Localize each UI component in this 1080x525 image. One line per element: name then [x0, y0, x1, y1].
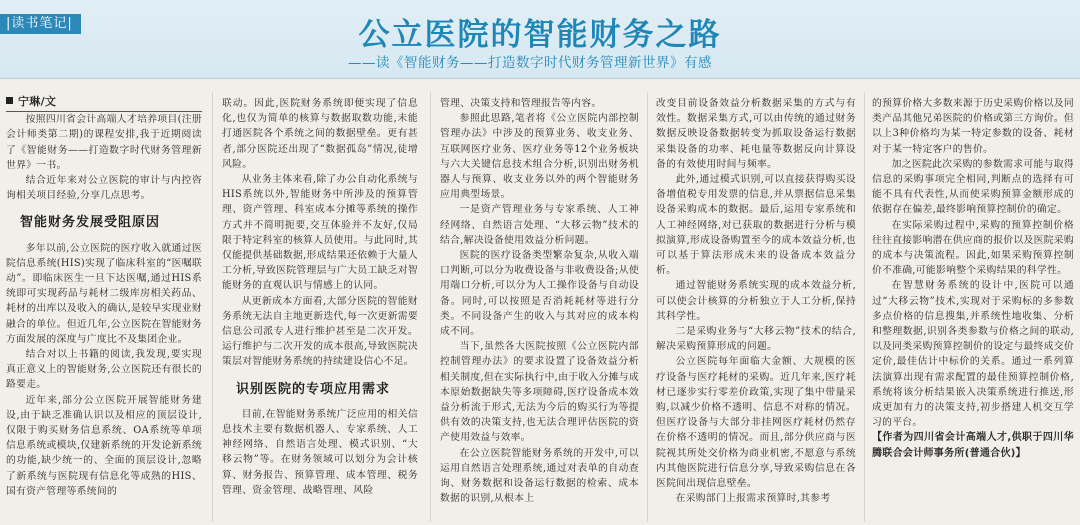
paragraph: 当下,虽然各大医院按照《公立医院内部控制管理办法》的要求设置了设备效益分析相关制度,但在实际执行中,由于收入分摊与成本原始数据缺失等多项障碍,医疗设备成本效益分析流于形式,无法为今后的购买行为等提供有效的决策支持,也无法合理评估医院的资产使用效益与效率。 [440, 341, 639, 444]
paragraph: 在采购部门上报需求预算时,其参考 [675, 493, 831, 505]
article-subtitle: ——读《智能财务——打造数字时代财务管理新世界》有感 [348, 55, 712, 71]
byline: 宁琳/文 [6, 94, 202, 112]
paragraph: 二是采购业务与“大移云物”技术的结合,解决采购预算形成的问题。 [656, 326, 856, 353]
text-column-2 [222, 96, 418, 524]
paragraph: 在智慧财务系统的设计中,医院可以通过“大移云物”技术,实现对于采购标的多参数多点价格的信息搜集,并系统性地收集、分析和整理数据,识别各类参数与价格之间的联动,以及同类采购预算控制价的设定与最终成交价定价,最佳估计中标价的关系。通过一系列算法演算出现有需求配置的最佳预算控制价格,系统将该分析结果嵌入决策系统进行推送,形成更加有力的决策支持,初步搭建人机交互学习的平台。 [872, 280, 1074, 429]
paragraph: 此外,通过模式识别,可以直接获得购买设备增值税专用发票的信息,并从票据信息采集设备采购成本的数据。最后,运用专家系统和人工神经网络,对已获取的数据进行分析与模拟演算,形成设备购置至今的成本效益分析,也可以基于算法形成未来的设备成本效益分析。 [656, 174, 856, 277]
square-bullet-icon [6, 97, 13, 104]
section-heading: 识别医院的专项应用需求 [236, 381, 391, 397]
paragraph: 在实际采购过程中,采购的预算控制价格往往直接影响潜在供应商的报价以及医院采购的成本与决策流程。因此,如果采购预算控制价不准确,可能影响整个采购结果的科学性。 [872, 219, 1074, 277]
paragraph: 按照四川省会计高端人才培养项目(注册会计师类第二期)的课程安排,我于近期阅读了《智能财务——打造数字时代财务管理新世界》一书。 [6, 114, 202, 171]
article-title: 公立医院的智能财务之路 [358, 17, 722, 53]
paragraph: 公立医院每年面临大金额、大规模的医疗设备与医疗耗材的采购。近几年来,医疗耗材已逐步实行零差价政策,实现了集中带量采购,以减少价格不透明、信息不对称的情况。但医疗设备与大部分非挂网医疗耗材仍然存在价格不透明的情况。而且,部分供应商与医院视其所处交价格为商业机密,不愿意与系统内其他医院进行信息分享,导致采购信息在各医院间出现信息壁垒。 [656, 356, 856, 490]
text-column-5 [872, 96, 1074, 524]
paragraph: 医院的医疗设备类型繁杂复杂,从收入端口判断,可以分为收费设备与非收费设备;从使用端口分析,可以分为人工操作设备与自动设备。同时,可以按照是否消耗耗材等进行分类。不同设备产生的收入与其对应的成本构成不同。 [440, 250, 639, 338]
paragraph: 多年以前,公立医院的医疗收入就通过医院信息系统(HIS)实现了临床科室的“医嘱联动”。即临床医生一旦下达医嘱,通过HIS系统即可实现药品与耗材二级库房相关药品、耗材的出库以及收入的确认,是较早实现业财融合的单位。但近几年,公立医院在智能财务方面发展的深度与广度比不及集团企业。 [6, 242, 202, 345]
paragraph: 结合近年来对公立医院的审计与内控咨询相关项目经验,分享几点思考。 [6, 175, 202, 202]
paragraph: 的预算价格大多数来源于历史采购价格以及同类产品其他兄弟医院的价格或第三方询价。但以上3种价格均为某一特定参数的设备、耗材对于某一特定客户的售价。 [872, 98, 1074, 155]
column-tag: |读书笔记| [0, 14, 81, 34]
column-divider [647, 92, 648, 522]
paragraph: 从更新成本方面看,大部分医院的智能财务系统无法自主地更新迭代,每一次更新需要信息公司派专人进行维护甚至是二次开发。运行维护与二次开发的成本很高,导致医院决策层对智能财务系统的持续建设信心不足。 [222, 295, 418, 368]
paragraph: 结合对以上书籍的阅读,我发现,要实现真正意义上的智能财务,公立医院还有很长的路要走。 [6, 349, 202, 391]
text-column-4 [656, 96, 856, 524]
paragraph: 目前,在智能财务系统广泛应用的相关信息技术主要有数据机器人、专家系统、人工神经网络、自然语言处理、模式识别、“大移云物”等。在财务领域可以划分为会计核算、财务报告、预算管理、成本管理、税务管理、资金管理、战略管理、风险 [222, 408, 418, 496]
section-heading: 智能财务发展受阻原因 [20, 215, 161, 231]
paragraph: 一是资产管理业务与专家系统、人工神经网络、自然语言处理、“大移云物”技术的结合,解决设备使用效益分析问题。 [440, 204, 639, 246]
paragraph: 从业务主体来看,除了办公自动化系统与HIS系统以外,智能财务中所涉及的预算管理、资产管理、科室成本分摊等系统的操作方式并不简明扼要,交互体验并不友好,仅局限于特定科室的核算人员使用。与此同时,其仅能提供基础数据,形成结果还依赖于大量人工分析,导致医院管理层与广大员工缺乏对智能财务的直观认识与情感上的认同。 [222, 174, 418, 292]
column-divider [864, 92, 865, 522]
text-column-3 [440, 96, 639, 524]
column-divider [430, 92, 431, 522]
paragraph: 改变目前设备效益分析数据采集的方式与有效性。数据采集方式,可以由传统的通过财务数据反映设备数据转变为抓取设备运行数据采集设备的功率、耗电量等数据反向计算设备的有效使用时间与频率。 [656, 98, 856, 170]
column-divider [212, 92, 213, 522]
text-column-1 [6, 94, 202, 522]
paragraph: 在公立医院智能财务系统的开发中,可以运用自然语言处理系统,通过对表单的自动查询、财务数据和设备运行数据的检索、成本数据的识别,从根本上 [440, 447, 639, 505]
title-band [0, 0, 1080, 79]
paragraph: 参照此思路,笔者将《公立医院内部控制管理办法》中涉及的预算业务、收支业务、互联网医疗业务、医疗业务等12个业务板块与六大关键信息技术组合分析,识别出财务机器人与预算、收支业务以外的两个智能财务应用典型场景。 [440, 113, 639, 201]
paragraph: 近年来,部分公立医院开展智能财务建设,由于缺乏准确认识以及相应的顶层设计,仅限于购买财务信息系统、OA系统等单项信息系统或模块,仅建新系统的开发论新系统的功能,缺少统一的、全面的顶层设计,忽略了新系统与医院现有信息化等成熟的HIS、国有资产管理等系统间的 [6, 394, 202, 497]
paragraph: 通过智能财务系统实现的成本效益分析,可以使会计核算的分析独立于人工分析,保持其科学性。 [656, 280, 856, 322]
paragraph: 加之医院此次采购的参数需求可能与取得信息的采购事项完全相同,判断点的选择有可能不具有代表性,从而使采购预算金额形成的依据存在偏差,最终影响预算控制价的确定。 [872, 158, 1074, 216]
paragraph: 管理、决策支持和管理报告等内容。 [440, 98, 602, 109]
paragraph: 联动。因此,医院财务系统即便实现了信息化,也仅为简单的核算与数据取数功能,未能打通医院各个系统之间的数据壁垒。更有甚者,部分医院还出现了“数据孤岛”情况,徒增风险。 [222, 98, 418, 170]
author-note: 【作者为四川省会计高端人才,供职于四川华腾联合会计师事务所(普通合伙)】 [872, 432, 1074, 459]
